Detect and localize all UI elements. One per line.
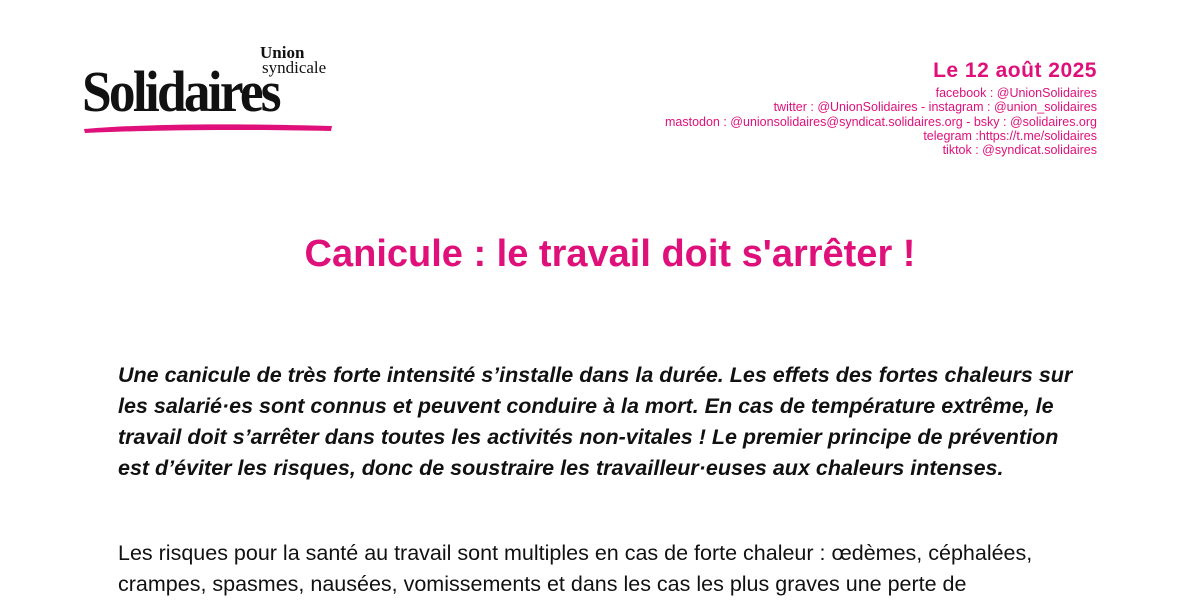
body-paragraph: Les risques pour la santé au travail sont multiples en cas de forte chaleur : œdèmes, céphalées, crampes, spasmes, nausées, vomissements et dans les cas les plus graves une perte de	[118, 541, 1033, 596]
intro-paragraph: Une canicule de très forte intensité s’installe dans la durée. Les effets des fortes chaleurs sur les salarié·es sont connus et peuvent conduire à la mort. En cas de température extrême, le travail doit s’arrêter dans toutes les activités non-vitales ! Le premier principe de prévention est d’éviter les risques, donc de soustraire les travailleur·euses aux chaleurs intenses.	[118, 363, 1073, 480]
social-line-tiktok: tiktok : @syndicat.solidaires	[942, 143, 1097, 158]
social-line-twitter-instagram: twitter : @UnionSolidaires - instagram : @union_solidaires	[773, 100, 1097, 115]
social-line-mastodon-bsky: mastodon : @unionsolidaires@syndicat.solidaires.org - bsky : @solidaires.org	[664, 114, 1097, 129]
header-contact-block	[665, 58, 1097, 157]
social-line-facebook: facebook : @UnionSolidaires	[935, 86, 1097, 100]
logo-wordmark: Solidaires	[82, 59, 279, 124]
page-title: Canicule : le travail doit s'arrêter !	[304, 233, 916, 275]
solidaires-logo	[82, 44, 342, 136]
logo-syndicale-text: syndicale	[262, 58, 327, 77]
logo-underline-icon	[82, 120, 334, 134]
document-date: Le 12 août 2025	[933, 59, 1097, 82]
social-line-telegram: telegram :https://t.me/solidaires	[923, 128, 1097, 143]
logo-union-text: Union	[260, 43, 305, 62]
